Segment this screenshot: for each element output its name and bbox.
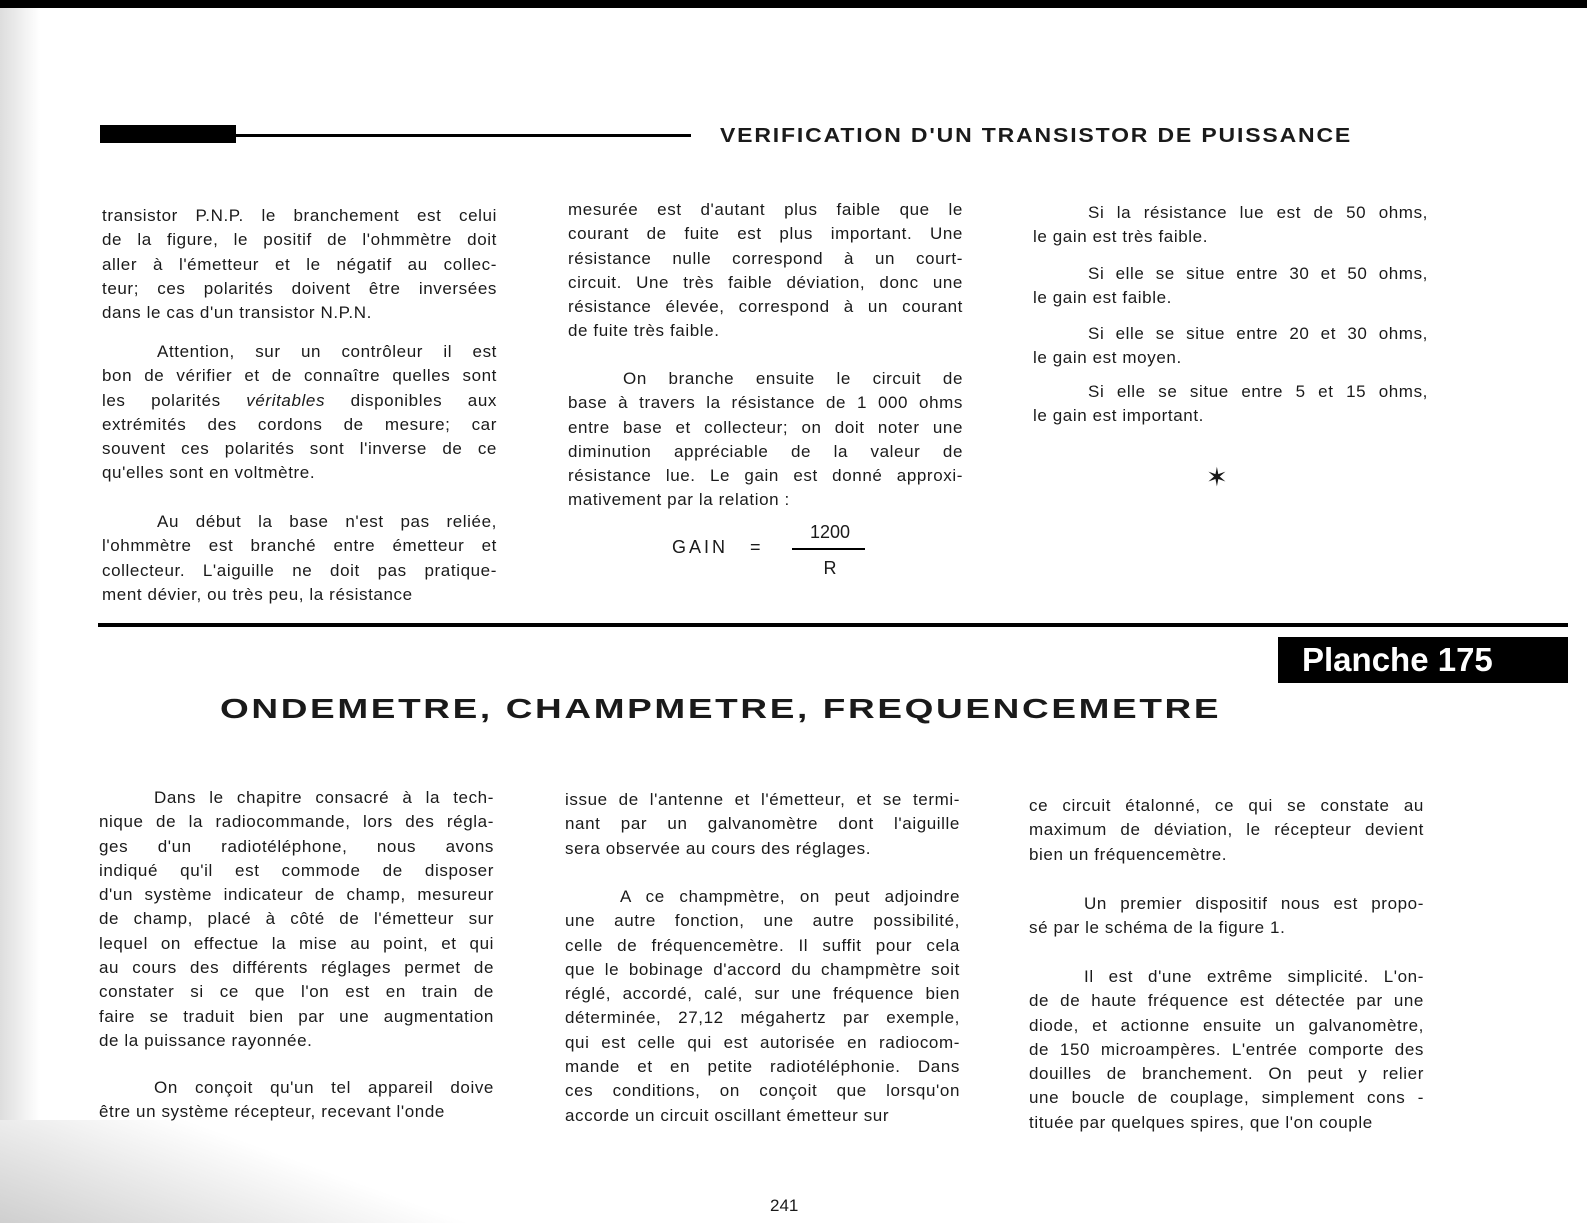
text-line: souvent ces polarités sont l'inverse de ce [102,439,497,459]
text-line: ges d'un radiotéléphone, nous avons [99,836,494,856]
paragraph [102,510,497,607]
section-title: ONDEMETRE, CHAMPMETRE, FREQUENCEMETRE [220,693,1222,724]
running-header: VERIFICATION D'UN TRANSISTOR DE PUISSANCE [720,125,1353,147]
formula-equals: = [750,537,761,557]
text-line: maximum de déviation, le récepteur devient [1029,820,1424,840]
text-line: entre base et collecteur; on doit noter une [568,417,963,437]
text-line: résistance lue. Le gain est donné approxi- [568,466,963,486]
page-number: 241 [770,1196,799,1215]
text-line: tituée par quelques spires, que l'on couple [1029,1112,1373,1132]
text-line: le gain est très faible. [1033,227,1209,247]
page-shadow-bottom [0,1120,500,1223]
paragraph [565,885,960,1128]
text-line: douilles de branchement. On peut y relier [1029,1064,1424,1084]
text-line: bon de vérifier et de connaître quelles sont [102,366,497,386]
text-line: qu'elles sont en voltmètre. [102,463,316,483]
text-line: transistor P.N.P. le branchement est celui [102,206,497,225]
text-line: de de haute fréquence est détectée par une [1029,991,1424,1011]
text-line: Un premier dispositif nous est propo- [1084,894,1424,913]
text-line: base à travers la résistance de 1 000 ohms [568,393,963,413]
paragraph [565,788,960,861]
text-line: issue de l'antenne et l'émetteur, et se termi- [565,790,960,809]
text-line: de la figure, le positif de l'ohmmètre doit [102,230,497,250]
text-line: celle de fréquencemètre. Il suffit pour cela [565,935,960,955]
end-star: ✶ [1206,462,1228,492]
text-line: de 150 microampères. L'entrée comporte des [1029,1039,1424,1059]
text-line: le gain est important. [1033,406,1205,426]
paragraph [99,786,494,1053]
text-line: d'un système indicateur de champ, mesureur [99,885,494,905]
text-line: On branche ensuite le circuit de [623,369,963,388]
paragraph [1033,380,1428,429]
planche-label: Planche 175 [1278,637,1568,683]
text-line: A ce champmètre, on peut adjoindre [620,887,960,906]
text-line: une autre fonction, une autre possibilité, [565,911,960,931]
page-shadow [0,8,40,1223]
text-line: diminution appréciable de la valeur de [568,441,963,461]
text-line: les polarités véritables disponibles aux [102,390,497,410]
text-line: le gain est moyen. [1033,348,1182,368]
paragraph [1029,965,1424,1135]
fraction-bar [792,548,865,550]
text-line: faire se traduit bien par une augmentation [99,1006,494,1026]
text-line: mande et en petite radiotéléphonie. Dans [565,1057,960,1077]
paragraph [1033,262,1428,311]
text-line: dans le cas d'un transistor N.P.N. [102,303,372,323]
text-line: Attention, sur un contrôleur il est [157,342,497,361]
text-line: une boucle de couplage, simplement cons - [1029,1088,1424,1108]
text-line: être un système récepteur, recevant l'onde [99,1102,445,1122]
text-line: diode, et actionne ensuite un galvanomètre, [1029,1015,1424,1035]
formula-lhs: GAIN [672,537,729,557]
header-bar [100,125,236,143]
text-line: ment dévier, ou très peu, la résistance [102,584,413,604]
text-line: résistance élevée, correspond à un courant [568,297,963,317]
text-line: déterminée, 27,12 mégahertz par exemple, [565,1008,960,1028]
text-line: Il est d'une extrême simplicité. L'on- [1084,967,1424,986]
text-line: Si la résistance lue est de 50 ohms, [1088,203,1428,222]
text-line: courant de fuite est plus important. Une [568,224,963,244]
text-line: mesurée est d'autant plus faible que le [568,200,963,219]
paragraph [102,340,497,486]
emphasis: véritables [246,390,326,410]
text-line: le gain est faible. [1033,288,1172,308]
text-line: collecteur. L'aiguille ne doit pas pratique- [102,560,497,580]
text-line: que le bobinage d'accord du champmètre soit [565,959,960,979]
formula-numerator: 1200 [809,522,851,542]
text-line: ces conditions, on conçoit que lorsqu'on [565,1081,960,1101]
paragraph [568,367,963,513]
text-line: sera observée au cours des réglages. [565,838,872,858]
paragraph [1033,322,1428,371]
text-line: qui est celle qui est autorisée en radiocom- [565,1032,960,1052]
text-line: teur; ces polarités doivent être inversées [102,278,497,298]
text-line: circuit. Une très faible déviation, donc une [568,272,963,292]
scan-top-edge [0,0,1587,8]
text-line: mativement par la relation : [568,490,790,510]
text-line: Au début la base n'est pas reliée, [157,512,497,531]
text-line: Dans le chapitre consacré à la tech- [154,788,494,807]
text-line: On conçoit qu'un tel appareil doive [154,1078,494,1097]
paragraph [1033,201,1428,250]
paragraph [1029,794,1424,867]
text-line: lequel on effectue la mise au point, et qui [99,933,494,953]
text-line: résistance nulle correspond à un court- [568,248,963,268]
formula-denominator: R [823,558,837,578]
paragraph [99,1076,494,1125]
text-line: sé par le schéma de la figure 1. [1029,918,1286,938]
paragraph [102,204,497,325]
text-line: constater si ce que l'on est en train de [99,982,494,1002]
section-divider [98,623,1568,627]
text-line: nique de la radiocommande, lors des régla- [99,812,494,832]
text-line: Si elle se situe entre 5 et 15 ohms, [1088,382,1428,401]
text-line: nant par un galvanomètre dont l'aiguille [565,814,960,834]
text-line: ce circuit étalonné, ce qui se constate au [1029,796,1424,815]
text-line: bien un fréquencemètre. [1029,844,1228,864]
text-line: de fuite très faible. [568,321,720,341]
text-line: l'ohmmètre est branché entre émetteur et [102,536,497,556]
text-line: de la puissance rayonnée. [99,1030,313,1050]
text-line: extrémités des cordons de mesure; car [102,414,497,434]
text-line: au cours des différents réglages permet de [99,958,494,978]
text-line: aller à l'émetteur et le négatif au collec- [102,254,497,274]
text-line: indiqué qu'il est commode de disposer [99,860,494,880]
text-line: Si elle se situe entre 20 et 30 ohms, [1088,324,1428,343]
text-line: de champ, placé à côté de l'émetteur sur [99,909,494,929]
paragraph [568,198,963,344]
text-line: accorde un circuit oscillant émetteur sur [565,1105,890,1125]
text-line: Si elle se situe entre 30 et 50 ohms, [1088,264,1428,283]
text-line: réglé, accordé, calé, sur une fréquence bien [565,984,960,1004]
header-rule [236,134,691,137]
paragraph [1029,892,1424,941]
